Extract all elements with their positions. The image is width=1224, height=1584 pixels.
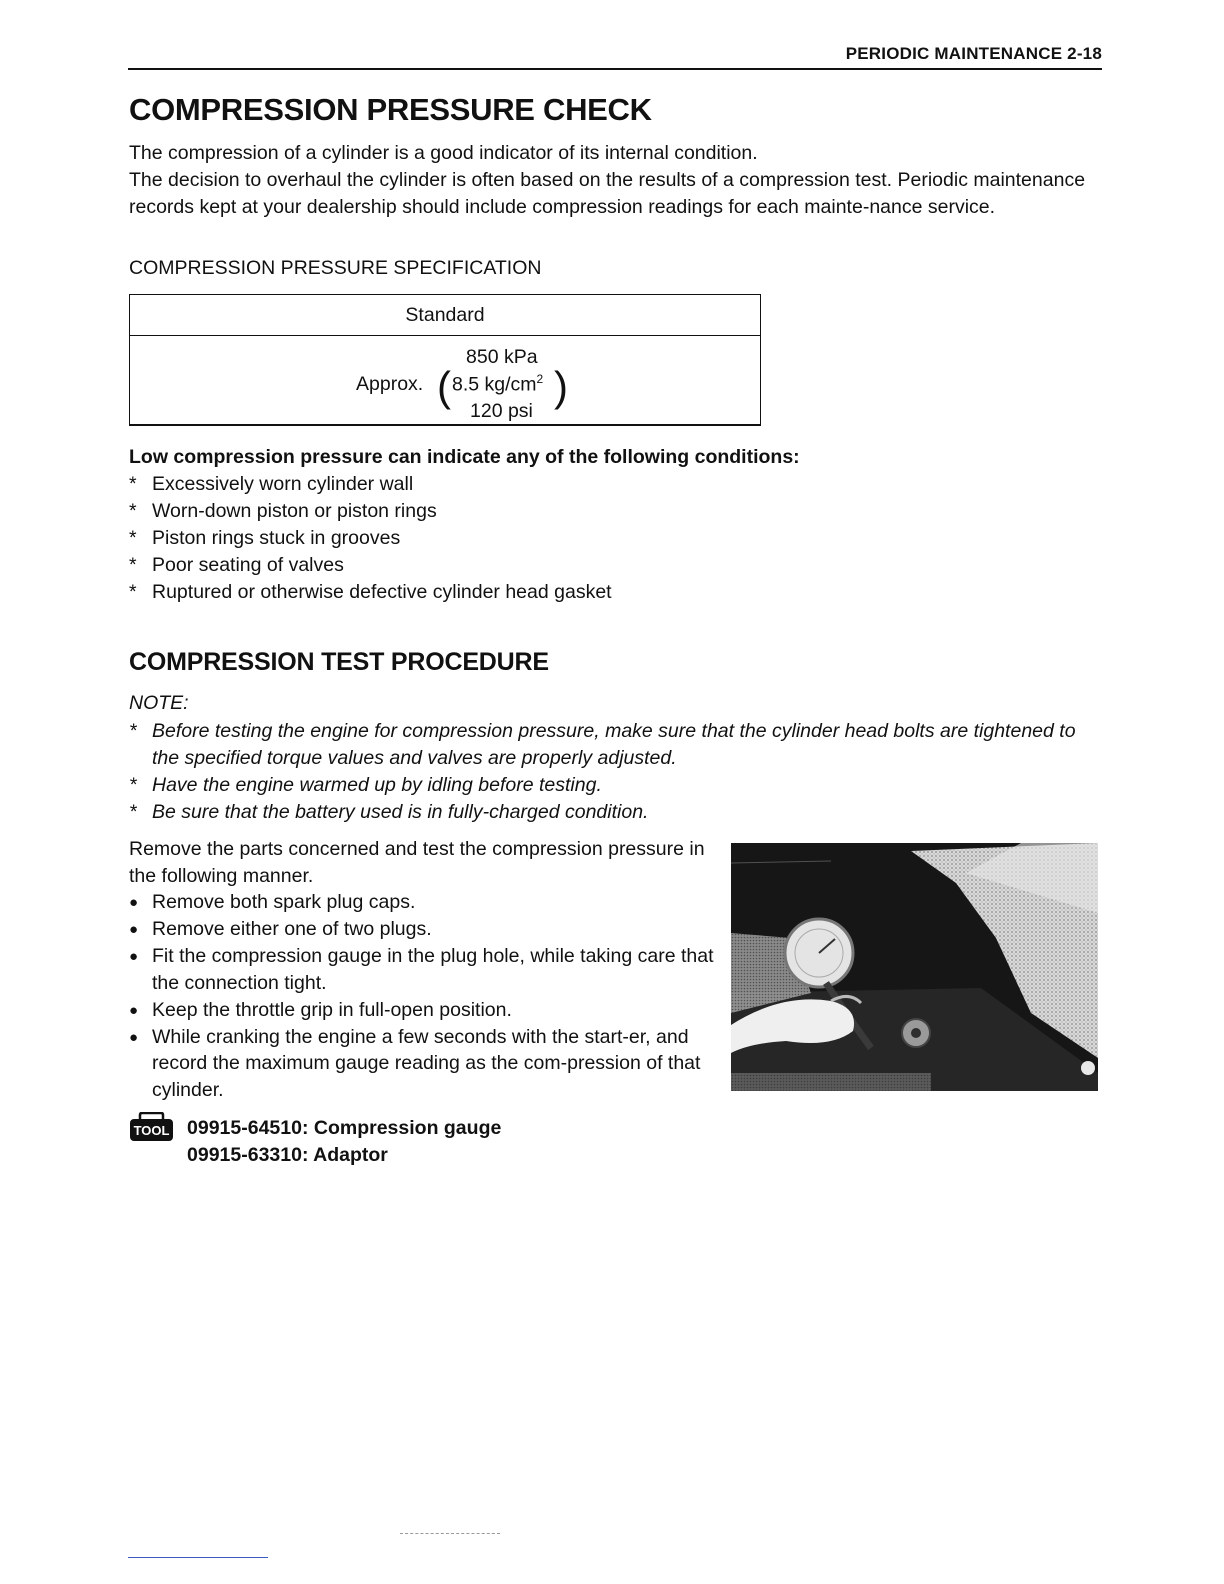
list-item <box>129 471 1029 498</box>
asterisk-bullet: * <box>129 553 137 576</box>
procedure-title: COMPRESSION TEST PROCEDURE <box>129 648 549 676</box>
list-item <box>129 799 1104 826</box>
intro-paragraph-2: The decision to overhaul the cylinder is often based on the results of a compression test. Periodic maintenance records kept at your dealership should include compression readings for each mainte-nance service. <box>129 169 1086 218</box>
asterisk-bullet: * <box>129 499 137 522</box>
conditions-list <box>129 471 1029 606</box>
procedure-intro: Remove the parts concerned and test the compression pressure in the following manner. <box>129 838 705 887</box>
list-item <box>129 525 1029 552</box>
list-item-text: Keep the throttle grip in full-open position. <box>152 998 512 1021</box>
tool-item: 09915-63310: Adaptor <box>187 1144 388 1166</box>
asterisk-bullet: * <box>129 720 137 742</box>
list-item <box>129 916 714 943</box>
intro-paragraph-1: The compression of a cylinder is a good indicator of its internal condition. <box>129 142 758 164</box>
list-item-text: Piston rings stuck in grooves <box>152 526 401 549</box>
spec-value-kgcm-text: 8.5 kg/cm <box>452 373 537 396</box>
list-item-text: Be sure that the battery used is in fully-charged condition. <box>152 800 649 823</box>
asterisk-bullet: * <box>129 580 137 603</box>
spec-value-kpa: 850 kPa <box>466 346 538 368</box>
open-paren: ( <box>437 363 451 410</box>
tools-list <box>187 1115 501 1169</box>
scan-artifact-line <box>400 1533 500 1534</box>
spec-table <box>129 294 761 426</box>
list-item <box>129 1024 714 1105</box>
tool-part-number: 09915-64510 <box>187 1117 302 1139</box>
list-item <box>129 943 714 997</box>
list-item-text: Remove either one of two plugs. <box>152 917 432 940</box>
dot-bullet: ● <box>129 920 139 938</box>
asterisk-bullet: * <box>129 526 137 549</box>
tool-part-number: 09915-63310 <box>187 1144 302 1166</box>
spec-table-header: Standard <box>130 295 760 336</box>
list-item-text: Ruptured or otherwise defective cylinder head gasket <box>152 580 612 603</box>
footer-rule <box>128 1557 268 1558</box>
low-compression-title: Low compression pressure can indicate any of the following conditions: <box>129 446 800 468</box>
list-item-text: Fit the compression gauge in the plug hole, while taking care that the connection tight. <box>152 944 714 994</box>
list-item-text: Before testing the engine for compression pressure, make sure that the cylinder head bolts are tightened to the specified torque values and valves are properly adjusted. <box>152 720 1076 769</box>
list-item-text: Worn-down piston or piston rings <box>152 499 437 522</box>
spec-title: COMPRESSION PRESSURE SPECIFICATION <box>129 257 542 279</box>
spec-table-body <box>130 336 760 426</box>
list-item <box>129 552 1029 579</box>
notes-list <box>129 718 1104 826</box>
compression-gauge-photo <box>731 843 1098 1091</box>
list-item <box>129 772 1104 799</box>
asterisk-bullet: * <box>129 773 137 796</box>
asterisk-bullet: * <box>129 800 137 823</box>
close-paren: ) <box>554 363 568 410</box>
list-item <box>129 718 1104 772</box>
list-item <box>129 889 714 916</box>
asterisk-bullet: * <box>129 473 137 495</box>
dot-bullet: ● <box>129 894 139 911</box>
list-item <box>129 498 1029 525</box>
list-item <box>129 579 1029 606</box>
tool-item: 09915-64510: Compression gauge <box>187 1117 502 1139</box>
tool-icon-label: TOOL <box>133 1123 170 1138</box>
tool-name: Adaptor <box>313 1144 388 1166</box>
running-head: PERIODIC MAINTENANCE 2-18 <box>128 44 1102 70</box>
list-item-text: While cranking the engine a few seconds with the start-er, and record the maximum gauge reading as the com-pression of that cylinder. <box>152 1025 701 1102</box>
spec-approx-label: Approx. <box>356 373 424 395</box>
list-item <box>129 997 714 1024</box>
spec-value-kgcm <box>452 372 543 397</box>
spec-value-kgcm-exponent: 2 <box>536 372 544 386</box>
list-item-text: Poor seating of valves <box>152 553 344 576</box>
list-item-text: Have the engine warmed up by idling before testing. <box>152 773 602 796</box>
spec-value-psi: 120 psi <box>470 400 533 422</box>
note-label: NOTE: <box>129 692 189 714</box>
list-item-text: Remove both spark plug caps. <box>152 891 416 913</box>
list-item-text: Excessively worn cylinder wall <box>152 473 414 495</box>
steps-list <box>129 889 714 1104</box>
dot-bullet: ● <box>129 1028 139 1046</box>
tool-icon <box>129 1112 174 1142</box>
tool-name: Compression gauge <box>313 1117 502 1139</box>
section-title: COMPRESSION PRESSURE CHECK <box>129 92 652 127</box>
dot-bullet: ● <box>129 947 139 965</box>
dot-bullet: ● <box>129 1001 139 1019</box>
